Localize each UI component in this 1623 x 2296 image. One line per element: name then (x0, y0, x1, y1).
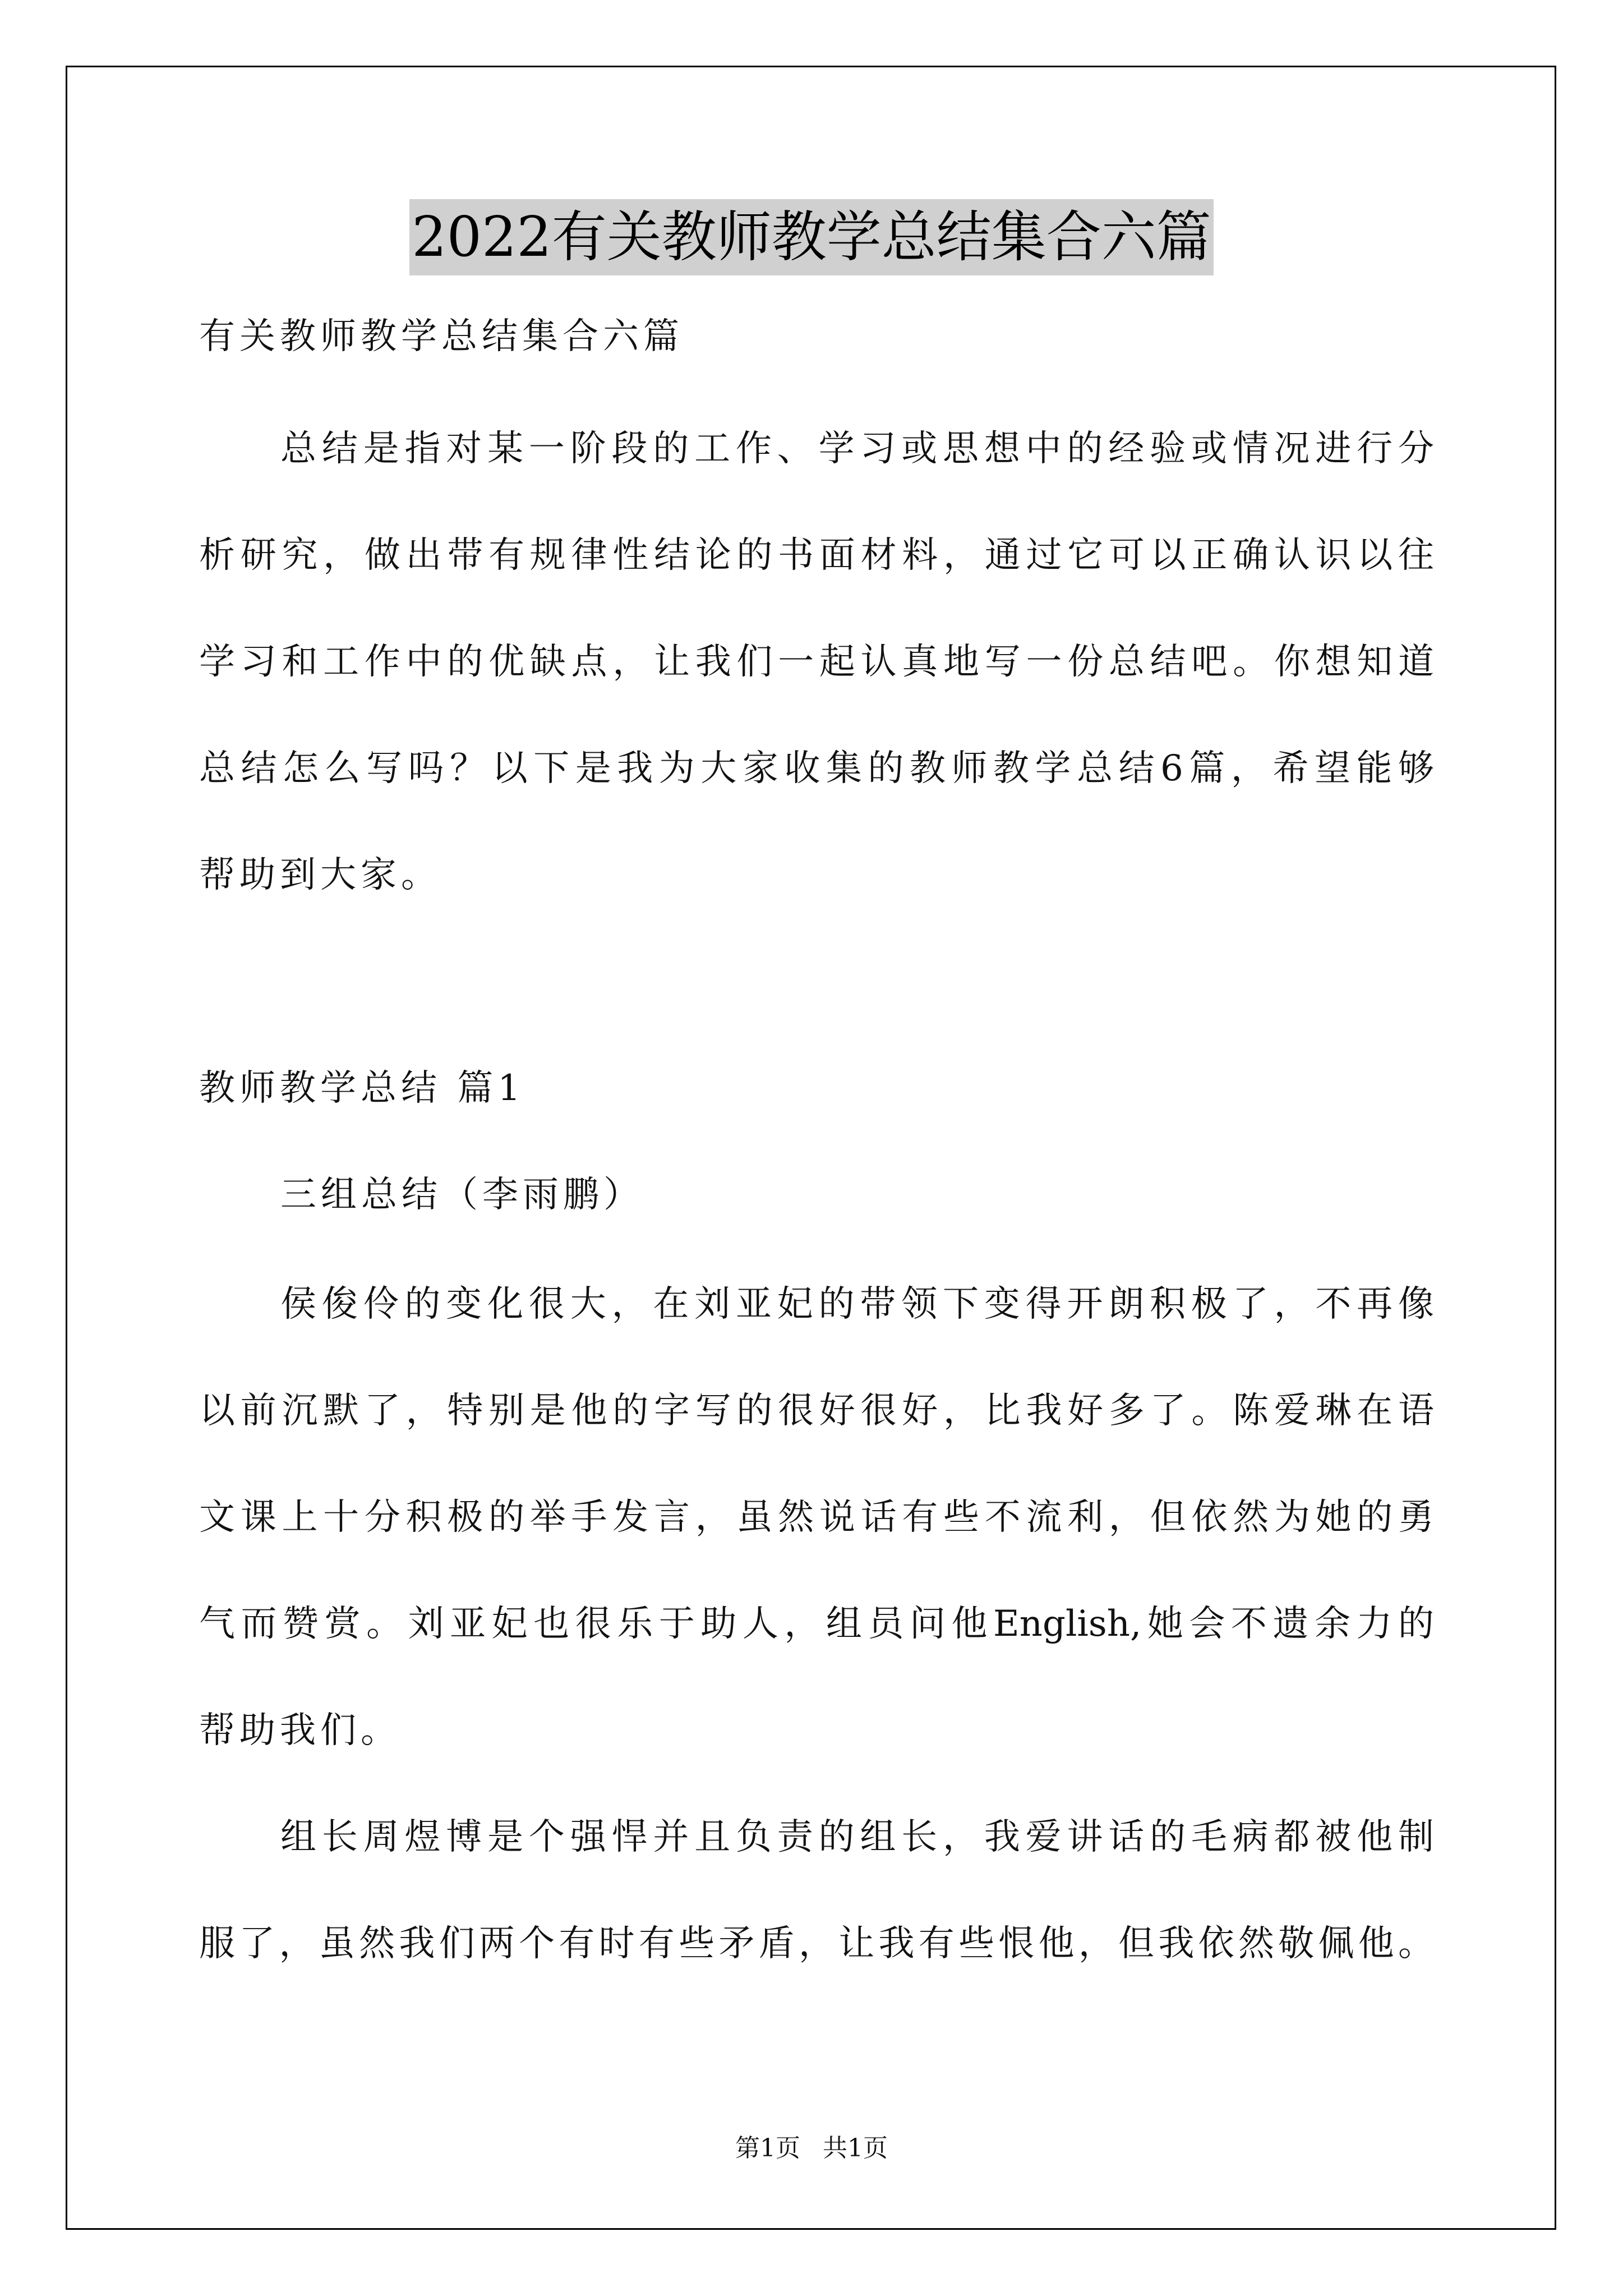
section-heading: 教师教学总结 篇1 (199, 1068, 525, 1109)
document-subtitle: 有关教师教学总结集合六篇 (199, 316, 684, 357)
page-number-current: 第1页 (735, 2134, 800, 2162)
intro-line-4: 总结怎么写吗？以下是我为大家收集的教师教学总结6篇，希望能够 (199, 748, 1434, 789)
page-number-total: 共1页 (823, 2134, 888, 2162)
para1-line-1: 侯俊伶的变化很大，在刘亚妃的带领下变得开朗积极了，不再像 (280, 1283, 1434, 1325)
intro-line-3: 学习和工作中的优缺点，让我们一起认真地写一份总结吧。你想知道 (199, 641, 1434, 683)
page-border (66, 66, 1556, 2230)
para1-line-4: 气而赞赏。刘亚妃也很乐于助人，组员问他English,她会不遗余力的 (199, 1603, 1434, 1645)
intro-line-5: 帮助到大家。 (199, 854, 441, 896)
title-container (0, 199, 1623, 275)
para1-line-5: 帮助我们。 (199, 1710, 401, 1751)
para1-line-2: 以前沉默了，特别是他的字写的很好很好，比我好多了。陈爱琳在语 (199, 1390, 1434, 1432)
para2-line-2: 服了，虽然我们两个有时有些矛盾，让我有些恨他，但我依然敬佩他。 (199, 1923, 1434, 1964)
group-heading: 三组总结（李雨鹏） (280, 1174, 644, 1216)
page-footer (0, 2132, 1623, 2165)
para1-line-3: 文课上十分积极的举手发言，虽然说话有些不流利，但依然为她的勇 (199, 1497, 1434, 1538)
document-title: 2022有关教师教学总结集合六篇 (409, 199, 1213, 275)
intro-line-2: 析研究，做出带有规律性结论的书面材料，通过它可以正确认识以往 (199, 535, 1434, 576)
para2-line-1: 组长周煜博是个强悍并且负责的组长，我爱讲话的毛病都被他制 (280, 1816, 1434, 1858)
intro-line-1: 总结是指对某一阶段的工作、学习或思想中的经验或情况进行分 (280, 428, 1434, 470)
